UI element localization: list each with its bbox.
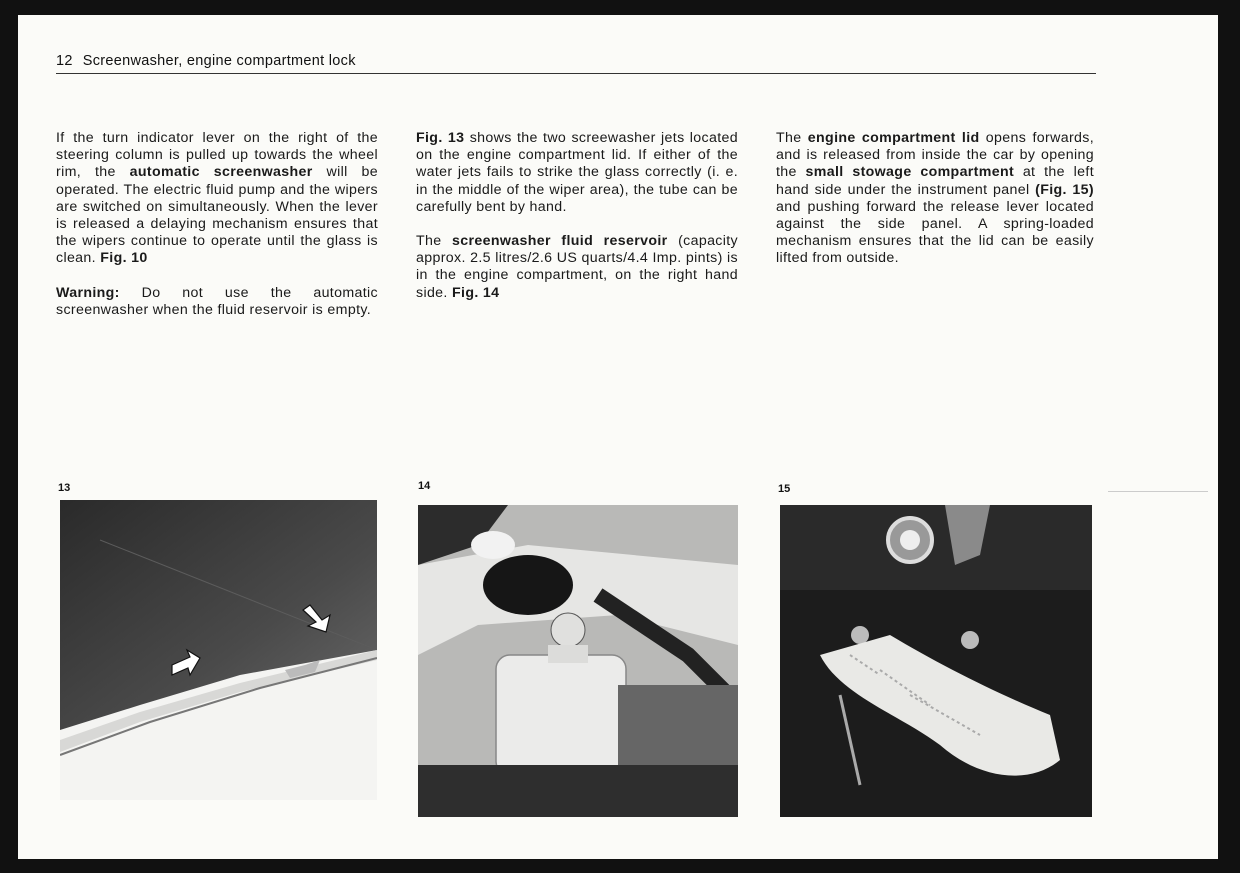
figure-15-number: 15 bbox=[778, 483, 791, 495]
figure-14-photo bbox=[418, 505, 738, 817]
text-run: will be operated. The electric fluid pump and the wipers are switched on simultaneously. When the lever is released a delaying mechanism ensures that the wipers continue to operate until the glass is clean. bbox=[56, 164, 378, 267]
figure-14-number: 14 bbox=[418, 480, 431, 492]
bold-term: small stowage compartment bbox=[805, 164, 1015, 181]
page-title: Screenwasher, engine compartment lock bbox=[82, 53, 356, 69]
paragraph-reservoir bbox=[416, 233, 738, 302]
paragraph-engine-lid bbox=[776, 130, 1094, 268]
text-run: If the turn indicator lever on the right of the steering column is pulled up towards the wheel rim, the bbox=[56, 130, 378, 181]
paragraph-warning bbox=[56, 285, 378, 319]
edge-mark bbox=[1108, 491, 1208, 492]
text-run: at the left hand side under the instrument panel bbox=[776, 164, 1094, 198]
text-run: (capacity approx. 2.5 litres/2.6 US quarts/4.4 Imp. pints) is in the engine compartment, on the right hand side. bbox=[416, 233, 738, 301]
manual-page bbox=[18, 15, 1218, 859]
warning-label: Warning: bbox=[56, 284, 120, 301]
figure-reference: Fig. 13 bbox=[416, 130, 465, 146]
text-column-1 bbox=[56, 130, 378, 336]
bold-term: screenwasher fluid reservoir bbox=[452, 233, 668, 250]
page-number: 12 bbox=[56, 53, 73, 69]
figure-reference: (Fig. 15) bbox=[1035, 181, 1094, 198]
text-run: and pushing forward the release lever located against the side panel. A spring-loaded mechanism ensures that the lid can be easily lifted from outside. bbox=[776, 198, 1094, 267]
bold-term: engine compartment lid bbox=[807, 130, 980, 146]
paragraph-jets bbox=[416, 130, 738, 216]
text-column-3 bbox=[776, 130, 1094, 285]
text-run: shows the two screewasher jets located on the engine compartment lid. If either of the water jets fails to strike the glass correctly (i. e. in the middle of the wiper area), the tube can be carefully bent by hand. bbox=[416, 130, 739, 215]
paragraph-screenwasher-operation bbox=[56, 130, 378, 268]
figure-13-photo bbox=[60, 500, 377, 800]
text-column-2 bbox=[416, 130, 738, 319]
text-run: Do not use the automatic screenwasher when the fluid reservoir is empty. bbox=[56, 284, 378, 318]
text-run: The bbox=[416, 233, 453, 250]
figure-reference: Fig. 14 bbox=[452, 284, 500, 301]
figure-15-photo bbox=[780, 505, 1092, 817]
text-run: The bbox=[776, 130, 808, 146]
bold-term: automatic screenwasher bbox=[129, 164, 313, 181]
text-run: opens forwards, and is released from inside the car by opening the bbox=[776, 130, 1094, 181]
figure-13-number: 13 bbox=[58, 482, 71, 494]
page-header bbox=[56, 53, 1096, 74]
figure-reference: Fig. 10 bbox=[100, 250, 148, 267]
